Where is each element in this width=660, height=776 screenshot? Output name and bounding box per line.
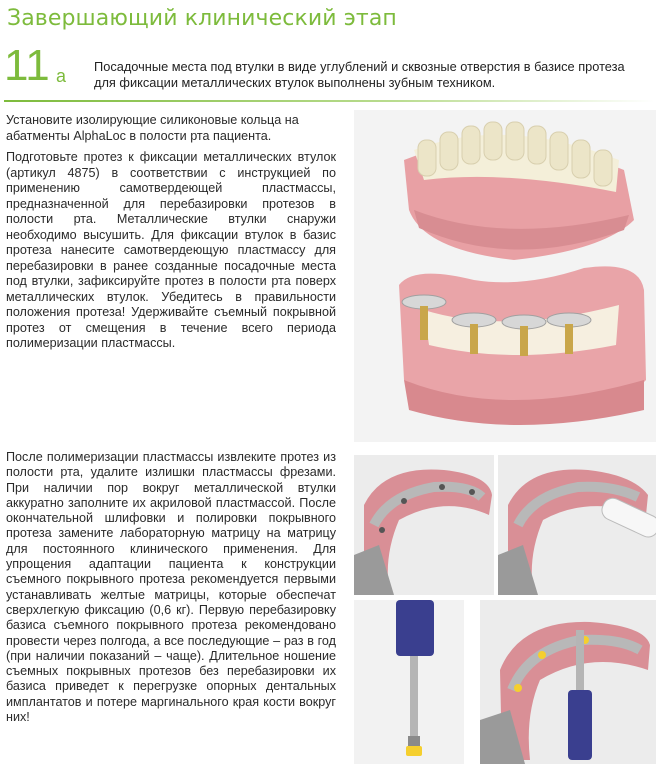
polishing-paragraph: После полимеризации пластмассы извлеките протез из полости рта, удалите излишки пластмассы фрезами. При наличии пор вокруг металлической втулки аккуратно заполните их акриловой пластмассой. После окончательной шлифовки и полировки покрывного протеза замените лабораторную матрицу на матрицу для постоянного клинического применения. Для упрощения адаптации пациента к конструкции съемного покрывного протеза рекомендуется первыми устанавливать желтые матрицы, которые обеспечат сверхлегкую фиксацию (0,6 кг). Первую перебазировку базиса съемного покрывного протеза рекомендовано провести через полгода, а все последующие – раз в год (при наличии показаний – чаще). Длительное ношение съемных покрывных протезов без перебазировки их базиса приведет к перегрузке опорных дентальных имплантатов и потере маргинального края кости вокруг них!: [6, 450, 336, 725]
denture-underside-photo: [354, 455, 494, 595]
divider: [4, 100, 654, 102]
page-title: Завершающий клинический этап: [7, 6, 397, 31]
matrix-insertion-tool-photo: [354, 600, 464, 764]
matrix-installation-photo: [480, 600, 656, 764]
step-description: Посадочные места под втулки в виде углублений и сквозные отверстия в базисе протеза для фиксации металлических втулок выполнены зубным техником.: [94, 59, 625, 90]
fixation-paragraph: Подготовьте протез к фиксации металлических втулок (артикул 4875) в соответствии с инструкцией по применению самотвердеющей пластмассы, предназначенной для перебазировки протезов в полости рта. Металлические втулки снаружи необходимо высушить. Для фиксации втулок в базис протеза нанесите самотвердеющую пластмассу для перебазировки в ранее созданные посадочные места под втулки, зафиксируйте протез в полости рта поверх металлических втулок. Убедитесь в правильности положения протеза! Удерживайте съемный покрывной протез от смещения в течение всего периода полимеризации пластмассы.: [6, 150, 336, 350]
denture-and-jaw-illustration: [354, 110, 656, 442]
denture-polishing-photo: [498, 455, 656, 595]
intro-paragraph: Установите изолирующие силиконовые кольца на абатменты AlphaLoc в полости рта пациента.: [6, 113, 299, 143]
step-number: 11: [4, 41, 50, 90]
step-letter: a: [56, 66, 67, 86]
